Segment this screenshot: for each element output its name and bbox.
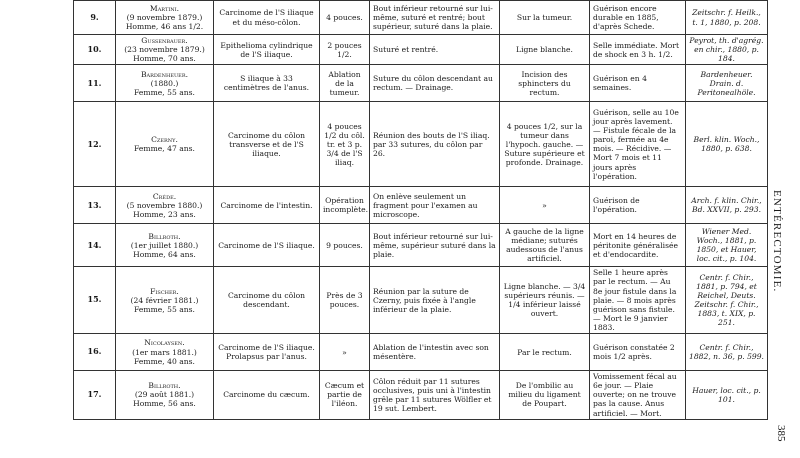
- author-name: Nicolaysen.: [144, 338, 185, 348]
- reference: [686, 267, 768, 334]
- patient: Femme, 40 ans.: [134, 356, 195, 366]
- procedure: [370, 224, 500, 267]
- result-text: Guérison encore durable en 1885, d'après Schede.: [593, 3, 659, 32]
- procedure-text: Bout inférieur retourné sur lui-même, supérieur suturé dans la plaie.: [373, 231, 496, 259]
- case-author: [116, 267, 214, 334]
- reference-text: Berl. klin. Woch., 1880, p. 638.: [693, 135, 760, 154]
- reference-text: Hauer, loc. cit., p. 101.: [692, 385, 761, 404]
- diagnosis: [214, 187, 320, 224]
- incision: [500, 371, 590, 420]
- incision: [500, 187, 590, 224]
- case-number-text: 11.: [87, 77, 102, 88]
- patient: Homme, 64 ans.: [133, 249, 196, 259]
- case-number: [74, 65, 116, 102]
- reference: [686, 102, 768, 187]
- case-author: [116, 1, 214, 35]
- length-text: »: [342, 347, 347, 357]
- reference-text: Wiener Med. Woch., 1881, p. 1850, et Hauer, loc. cit., p. 104.: [696, 227, 757, 264]
- result-text: Selle 1 heure après par le rectum. — Au 8e jour fistule dans la plaie. — 8 mois après guérison sans fistule. — Mort le 9 janvier 1883.: [593, 268, 677, 332]
- author-name: Fischer.: [150, 286, 179, 296]
- procedure-text: Côlon réduit par 11 sutures occlusives, puis uni à l'intestin grêle par 11 sutures Wölfler et 19 sut. Lembert.: [373, 376, 492, 413]
- resected-length: [320, 371, 370, 420]
- reference-text: Zeitschr. f. Heilk., t. 1, 1880, p. 208.: [692, 8, 761, 27]
- case-number-text: 9.: [90, 11, 99, 22]
- diagnosis-text: Carcinome de l'S iliaque. Prolapsus par l'anus.: [218, 342, 315, 362]
- diagnosis-text: Carcinome du côlon transverse et de l'S iliaque.: [227, 130, 306, 158]
- author-name: Martini.: [149, 3, 180, 13]
- reference-text: Peyrot, th. d'agrég. en chir., 1880, p. 184.: [689, 36, 764, 64]
- resected-length: [320, 102, 370, 187]
- incision-text: Ligne blanche.: [516, 45, 573, 55]
- diagnosis-text: Carcinome de l'S iliaque et du méso-côlon.: [219, 8, 314, 27]
- procedure: [370, 65, 500, 102]
- procedure: [370, 102, 500, 187]
- reference: [686, 1, 768, 35]
- cases-table: [73, 0, 768, 420]
- operation-date: (9 novembre 1879.): [126, 12, 203, 22]
- case-author: [116, 65, 214, 102]
- case-author: [116, 334, 214, 371]
- reference-text: Centr. f. Chir., 1881, p. 794, et Reichel, Deuts. Zeitschr. f. Chir., 1883, t. XIX, p. 251.: [694, 272, 759, 328]
- diagnosis-text: Carcinome du cæcum.: [223, 390, 310, 400]
- diagnosis: [214, 334, 320, 371]
- reference: [686, 187, 768, 224]
- reference: [686, 65, 768, 102]
- incision-text: Sur la tumeur.: [516, 12, 573, 22]
- author-name: Billroth.: [148, 231, 181, 241]
- page-number: 385: [775, 425, 787, 442]
- result: [590, 187, 686, 224]
- case-number: [74, 1, 116, 35]
- diagnosis-text: Carcinome du côlon descendant.: [227, 291, 306, 310]
- diagnosis-text: Epithelioma cylindrique de l'S iliaque.: [220, 40, 313, 59]
- table-row: [74, 371, 768, 420]
- procedure: [370, 35, 500, 65]
- incision: [500, 267, 590, 334]
- incision-text: A gauche de la ligne médiane; suturés audessous de l'anus artificiel.: [505, 227, 584, 264]
- length-text: 9 pouces.: [326, 240, 363, 250]
- result: [590, 1, 686, 35]
- resected-length: [320, 187, 370, 224]
- procedure: [370, 267, 500, 334]
- operation-date: (5 novembre 1880.): [126, 200, 203, 210]
- patient: Homme, 56 ans.: [133, 399, 196, 409]
- procedure-text: Réunion par la suture de Czerny, puis fixée à l'angle inférieur de la plaie.: [373, 286, 476, 314]
- case-number: [74, 187, 116, 224]
- operation-date: (23 novembre 1879.): [124, 45, 205, 55]
- length-text: 4 pouces.: [326, 12, 363, 22]
- procedure-text: Ablation de l'intestin avec son mésentère.: [373, 342, 489, 362]
- length-text: 4 pouces 1/2 du côl. tr. et 3 p. 3/4 de l'S iliaq.: [324, 121, 365, 167]
- procedure: [370, 187, 500, 224]
- diagnosis: [214, 224, 320, 267]
- result: [590, 371, 686, 420]
- reference-text: Centr. f. Chir., 1882, n. 36, p. 599.: [689, 342, 764, 362]
- procedure: [370, 1, 500, 35]
- procedure-text: Suturé et rentré.: [373, 45, 439, 55]
- diagnosis-text: S iliaque à 33 centimètres de l'anus.: [223, 74, 310, 93]
- operation-date: (24 février 1881.): [130, 295, 199, 305]
- running-title: ENTÉRECTOMIE.: [771, 190, 783, 293]
- diagnosis: [214, 267, 320, 334]
- incision: [500, 334, 590, 371]
- table-row: [74, 267, 768, 334]
- case-author: [116, 35, 214, 65]
- procedure-text: On enlève seulement un fragment pour l'examen au microscope.: [373, 191, 478, 219]
- case-number-text: 16.: [87, 346, 102, 357]
- operation-date: (29 août 1881.): [134, 390, 195, 400]
- table-body: [74, 1, 768, 420]
- diagnosis: [214, 102, 320, 187]
- case-number-text: 15.: [87, 294, 102, 305]
- patient: Homme, 70 ans.: [133, 54, 196, 64]
- reference: [686, 35, 768, 65]
- table-row: [74, 187, 768, 224]
- incision-text: Incision des sphincters du rectum.: [518, 69, 571, 97]
- resected-length: [320, 334, 370, 371]
- case-number-text: 12.: [87, 138, 102, 149]
- result: [590, 334, 686, 371]
- result: [590, 35, 686, 65]
- case-number: [74, 334, 116, 371]
- incision: [500, 1, 590, 35]
- patient: Femme, 47 ans.: [134, 144, 195, 154]
- case-number: [74, 267, 116, 334]
- resected-length: [320, 1, 370, 35]
- length-text: 2 pouces 1/2.: [327, 40, 362, 59]
- case-number-text: 17.: [87, 389, 102, 400]
- patient: Femme, 55 ans.: [134, 304, 195, 314]
- result-text: Selle immédiate. Mort de shock en 3 h. 1/2.: [593, 40, 680, 59]
- patient: Femme, 55 ans.: [134, 87, 195, 97]
- diagnosis: [214, 1, 320, 35]
- resected-length: [320, 224, 370, 267]
- incision: [500, 35, 590, 65]
- case-number: [74, 35, 116, 65]
- result-text: Guérison de l'opération.: [593, 196, 640, 215]
- table-row: [74, 334, 768, 371]
- result-text: Guérison, selle au 10e jour après lavement. — Fistule fécale de la paroi, fermée au 4e mois. — Récidive. — Mort 7 mois et 11 jours après l'opération.: [593, 107, 679, 181]
- length-text: Opération incomplète.: [323, 196, 369, 215]
- reference-text: Arch. f. klin. Chir., Bd. XXVII, p. 293.: [691, 196, 762, 215]
- case-number: [74, 371, 116, 420]
- length-text: Cæcum et partie de l'iléon.: [324, 381, 365, 409]
- case-number: [74, 224, 116, 267]
- case-author: [116, 187, 214, 224]
- reference: [686, 224, 768, 267]
- resected-length: [320, 35, 370, 65]
- case-number: [74, 102, 116, 187]
- procedure-text: Réunion des bouts de l'S iliaq. par 33 sutures, du côlon par 26.: [373, 130, 490, 158]
- incision: [500, 224, 590, 267]
- author-name: Billroth.: [148, 381, 181, 391]
- author-name: Czerny.: [151, 135, 178, 145]
- resected-length: [320, 267, 370, 334]
- result: [590, 102, 686, 187]
- resected-length: [320, 65, 370, 102]
- case-author: [116, 371, 214, 420]
- operation-date: (1er juillet 1880.): [130, 240, 199, 250]
- case-author: [116, 102, 214, 187]
- result: [590, 267, 686, 334]
- reference: [686, 371, 768, 420]
- table-row: [74, 1, 768, 35]
- incision-text: 4 pouces 1/2, sur la tumeur dans l'hypoch. gauche. — Suture supérieure et profonde. Drainage.: [504, 121, 585, 167]
- case-number-text: 10.: [87, 43, 102, 54]
- result: [590, 65, 686, 102]
- result-text: Guérison constatée 2 mois 1/2 après.: [593, 342, 675, 362]
- result-text: Guérison en 4 semaines.: [593, 74, 647, 93]
- case-author: [116, 224, 214, 267]
- incision-text: Par le rectum.: [517, 347, 572, 357]
- case-number-text: 14.: [87, 239, 102, 250]
- procedure: [370, 334, 500, 371]
- author-name: Gussenbauer.: [141, 36, 188, 45]
- length-text: Ablation de la tumeur.: [328, 69, 361, 97]
- procedure: [370, 371, 500, 420]
- table-row: [74, 65, 768, 102]
- table-row: [74, 102, 768, 187]
- incision: [500, 102, 590, 187]
- result: [590, 224, 686, 267]
- diagnosis: [214, 35, 320, 65]
- diagnosis-text: Carcinome de l'S iliaque.: [218, 240, 315, 250]
- result-text: Vomissement fécal au 6e jour. — Plaie ouverte; on ne trouve pas la cause. Anus artificiel. — Mort.: [593, 372, 677, 418]
- operation-date: (1er mars 1881.): [132, 347, 197, 357]
- procedure-text: Suture du côlon descendant au rectum. — Drainage.: [373, 74, 493, 93]
- table-row: [74, 35, 768, 65]
- procedure-text: Bout inférieur retourné sur lui-même, suturé et rentré; bout supérieur, suturé dans la plaie.: [373, 3, 493, 32]
- incision: [500, 65, 590, 102]
- author-name: Bardenheuer.: [140, 69, 189, 79]
- diagnosis: [214, 65, 320, 102]
- length-text: Près de 3 pouces.: [326, 291, 363, 310]
- result-text: Mort en 14 heures de péritonite généralisée et d'endocardite.: [593, 231, 678, 259]
- reference-text: Bardenheuer. Drain. d. Peritonealhöle.: [697, 69, 756, 97]
- operation-date: (1880.): [150, 78, 179, 88]
- case-number-text: 13.: [87, 199, 102, 210]
- author-name: Créde.: [152, 191, 177, 201]
- reference: [686, 334, 768, 371]
- patient: Homme, 23 ans.: [133, 209, 196, 219]
- incision-text: De l'ombilic au milieu du ligament de Poupart.: [508, 381, 581, 409]
- diagnosis: [214, 371, 320, 420]
- patient: Homme, 46 ans 1/2.: [125, 22, 204, 32]
- table-row: [74, 224, 768, 267]
- diagnosis-text: Carcinome de l'intestin.: [220, 200, 313, 210]
- incision-text: »: [542, 200, 547, 210]
- incision-text: Ligne blanche. — 3/4 supérieurs réunis. — 1/4 inférieur laissé ouvert.: [503, 281, 586, 319]
